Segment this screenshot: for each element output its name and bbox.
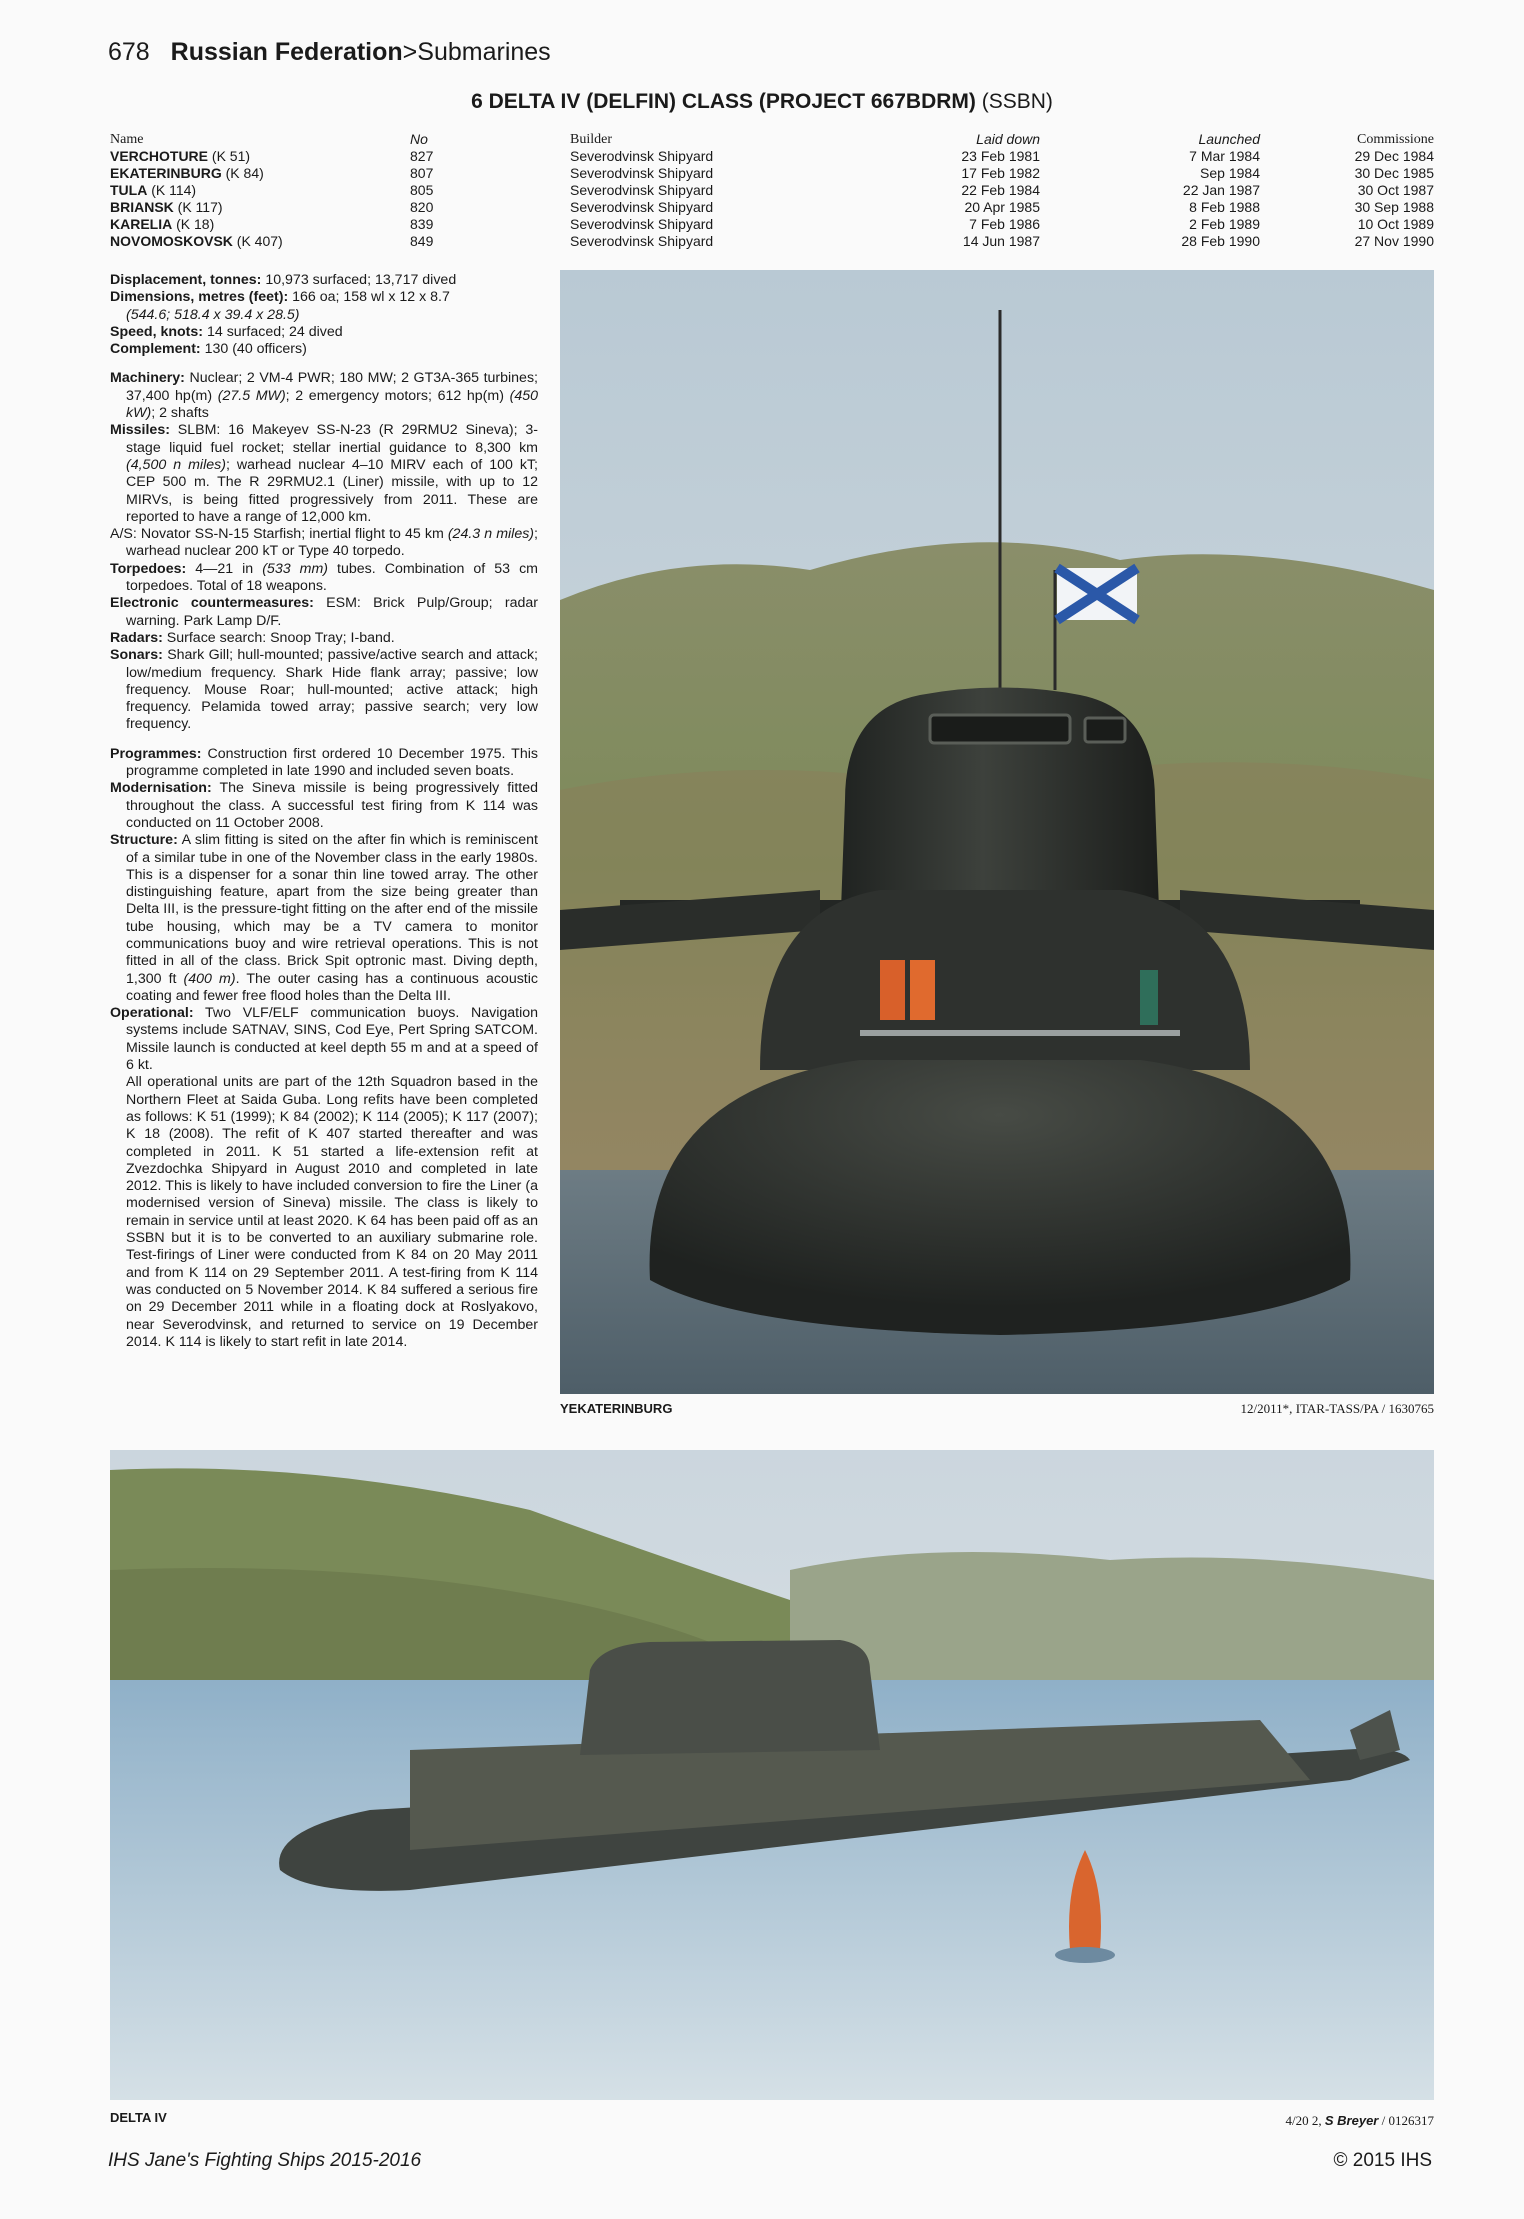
header-country: Russian Federation [170, 38, 403, 66]
photo-yekaterinburg [560, 270, 1434, 1394]
ship-laid-down: 23 Feb 1981 [961, 148, 1040, 164]
ship-pennant: (K 18) [172, 216, 215, 232]
spec-machinery: Machinery: Nuclear; 2 VM-4 PWR; 180 MW; 2 GT3A-365 turbines; 37,400 hp(m) (27.5 MW); 2 emergency motors; 612 hp(m) (450 kW); 2 shafts [110, 370, 539, 422]
ship-name: TULA [110, 182, 148, 198]
ship-name: KARELIA [110, 216, 173, 232]
ship-no: 807 [410, 165, 434, 181]
ship-pennant: (K 51) [208, 148, 251, 164]
col-header-builder: Builder [570, 132, 612, 147]
spec-complement: Complement: 130 (40 officers) [110, 341, 307, 358]
table-row [110, 216, 1434, 233]
ship-launched: Sep 1984 [1200, 165, 1260, 181]
col-header-commissioned: Commissione [1356, 132, 1434, 147]
ship-launched: 8 Feb 1988 [1189, 199, 1260, 215]
spec-missiles: Missiles: SLBM: 16 Makeyev SS-N-23 (R 29RMU2 Sineva); 3-stage liquid fuel rocket; stellar inertial guidance to 8,300 km (4,500 n miles); warhead nuclear 4–10 MIRV each of 100 kT; CEP 500 m. The R 29RMU2.1 (Liner) missile, with up to 12 MIRVs, is being fitted progressively from 2011. These are reported to have a range of 12,000 km. [110, 422, 538, 525]
spec-sonars: Sonars: Shark Gill; hull-mounted; passive/active search and attack; low/medium frequency. Shark Hide flank array; passive; low frequency. Mouse Roar; hull-mounted; active attack; high frequency. Pelamida towed array; passive search; very low frequency. [110, 647, 538, 733]
ship-launched: 7 Mar 1984 [1189, 148, 1260, 164]
header-separator: > [402, 38, 418, 66]
table-row [110, 165, 1434, 182]
col-header-launched: Launched [1198, 131, 1260, 147]
ship-laid-down: 17 Feb 1982 [961, 165, 1040, 181]
spec-as: A/S: Novator SS-N-15 Starfish; inertial flight to 45 km (24.3 n miles); warhead nuclear 200 kT or Type 40 torpedo. [110, 526, 538, 560]
spec-dimensions: Dimensions, metres (feet): 166 oa; 158 wl x 12 x 8.7 (544.6; 518.4 x 39.4 x 28.5) [110, 289, 450, 323]
footer-copyright: © 2015 IHS [1333, 2150, 1432, 2171]
ships-table [110, 131, 1434, 250]
ship-name-cell [110, 165, 410, 182]
specs-column [110, 272, 538, 1351]
table-row [110, 233, 1434, 250]
spec-torpedoes: Torpedoes: 4—21 in (533 mm) tubes. Combination of 53 cm torpedoes. Total of 18 weapons. [110, 560, 538, 595]
ship-commissioned: 30 Oct 1987 [1357, 182, 1434, 198]
ship-pennant: (K 117) [173, 199, 223, 215]
ship-laid-down: 7 Feb 1986 [969, 216, 1040, 232]
submarine-bow-image [560, 270, 1434, 1394]
ship-name: VERCHOTURE [110, 148, 209, 164]
running-header [108, 38, 551, 67]
ship-name: NOVOMOSKOVSK [110, 233, 233, 249]
spec-ecm: Electronic countermeasures: ESM: Brick Pulp/Group; radar warning. Park Lamp D/F. [110, 595, 538, 629]
class-title-main: 6 DELTA IV (DELFIN) CLASS (PROJECT 667BDRM) [471, 90, 976, 113]
photo2-caption: DELTA IV [110, 2110, 167, 2125]
photo2-credit: 4/20 2, S Breyer / 0126317 [1285, 2113, 1434, 2128]
ship-commissioned: 27 Nov 1990 [1354, 233, 1434, 249]
ship-no: 849 [410, 233, 434, 249]
ship-name: EKATERINBURG [110, 165, 222, 181]
ship-launched: 2 Feb 1989 [1189, 216, 1260, 232]
ship-no: 820 [410, 199, 434, 215]
class-title [0, 90, 1524, 114]
ship-launched: 22 Jan 1987 [1182, 182, 1260, 198]
ship-commissioned: 30 Dec 1985 [1354, 165, 1434, 181]
ship-commissioned: 30 Sep 1988 [1354, 199, 1434, 215]
spec-radars: Radars: Surface search: Snoop Tray; I-band. [110, 629, 395, 646]
spec-operational: Operational: Two VLF/ELF communication buoys. Navigation systems include SATNAV, SINS, Cod Eye, Pert Spring SATCOM. Missile launch is conducted at keel depth 55 m and at a speed of 6 kt. [110, 1005, 538, 1074]
table-row [110, 148, 1434, 165]
ship-builder: Severodvinsk Shipyard [570, 148, 714, 164]
ship-builder: Severodvinsk Shipyard [570, 182, 714, 198]
page-number: 678 [108, 38, 150, 66]
spec-operational-notes: All operational units are part of the 12th Squadron based in the Northern Fleet at Saida Guba. Long refits have been completed as follows: K 51 (1999); K 84 (2002); K 114 (2005); K 117 (2007); K 18 (2008). The refit of K 407 started thereafter and was completed in 2011. K 51 started a life-extension refit at Zvezdochka Shipyard in August 2010 and completed in late 2012. This is likely to have included conversion to fire the Liner (a modernised version of Sineva) missile. The class is likely to remain in service until at least 2020. K 64 has been paid off as an SSBN but it is to be converted to an auxiliary submarine role. Test-firings of Liner were conducted from K 84 on 20 May 2011 and from K 114 on 29 September 2011. A test-firing from K 114 was conducted on 5 November 2014. K 84 suffered a serious fire on 29 December 2011 while in a floating dock at Roslyakovo, near Severodvinsk, and returned to service on 19 December 2014. K 114 is likely to start refit in late 2014. [126, 1074, 538, 1350]
ship-name: BRIANSK [110, 199, 174, 215]
ship-builder: Severodvinsk Shipyard [570, 199, 714, 215]
table-header-row [110, 131, 1434, 148]
ship-laid-down: 22 Feb 1984 [961, 182, 1040, 198]
ship-pennant: (K 407) [232, 233, 283, 249]
photo1-credit: 12/2011*, ITAR-TASS/PA / 1630765 [1240, 1401, 1434, 1416]
class-title-type: (SSBN) [975, 90, 1053, 113]
ship-launched: 28 Feb 1990 [1181, 233, 1260, 249]
ship-builder: Severodvinsk Shipyard [570, 165, 714, 181]
spec-speed: Speed, knots: 14 surfaced; 24 dived [110, 323, 343, 340]
submarine-side-image [110, 1450, 1434, 2100]
spec-displacement: Displacement, tonnes: 10,973 surfaced; 13,717 dived [110, 272, 457, 288]
ship-pennant: (K 84) [221, 165, 264, 181]
ship-builder: Severodvinsk Shipyard [570, 216, 714, 232]
ship-laid-down: 14 Jun 1987 [962, 233, 1040, 249]
ship-commissioned: 10 Oct 1989 [1357, 216, 1434, 232]
spec-modernisation: Modernisation: The Sineva missile is being progressively fitted throughout the class. A successful test firing from K 114 was conducted on 11 October 2008. [110, 780, 538, 831]
table-row [110, 182, 1434, 199]
col-header-no: No [410, 131, 428, 147]
header-section: Submarines [417, 38, 551, 66]
ship-no: 827 [410, 148, 434, 164]
footer-publication: IHS Jane's Fighting Ships 2015-2016 [108, 2150, 422, 2171]
ship-name-cell [110, 216, 410, 233]
ship-commissioned: 29 Dec 1984 [1354, 148, 1434, 164]
ship-name-cell [110, 148, 410, 165]
ship-builder: Severodvinsk Shipyard [570, 233, 714, 249]
ship-name-cell [110, 182, 410, 199]
spec-structure: Structure: A slim fitting is sited on the after fin which is reminiscent of a similar tube in one of the November class in the early 1980s. This is a dispenser for a sonar thin line towed array. The other distinguishing feature, apart from the size being greater than Delta III, is the pressure-tight fitting on the after end of the missile tube housing, which may be a TV camera to monitor communications buoy and wire retrieval operations. This is not fitted in all of the class. Brick Spit optronic mast. Diving depth, 1,300 ft (400 m). The outer casing has a continuous acoustic coating and fewer free flood holes than the Delta III. [110, 832, 538, 1004]
photo1-caption: YEKATERINBURG [560, 1401, 673, 1416]
ship-no: 805 [410, 182, 434, 198]
ship-name-cell [110, 199, 410, 216]
table-row [110, 199, 1434, 216]
col-header-name: Name [110, 132, 144, 147]
ship-laid-down: 20 Apr 1985 [964, 199, 1040, 215]
photo-delta-iv [110, 1450, 1434, 2100]
col-header-laid-down: Laid down [976, 131, 1040, 147]
spec-programmes: Programmes: Construction first ordered 10 December 1975. This programme completed in late 1990 and included seven boats. [110, 745, 538, 780]
ship-no: 839 [410, 216, 434, 232]
ship-name-cell [110, 233, 410, 250]
ship-pennant: (K 114) [147, 182, 197, 198]
